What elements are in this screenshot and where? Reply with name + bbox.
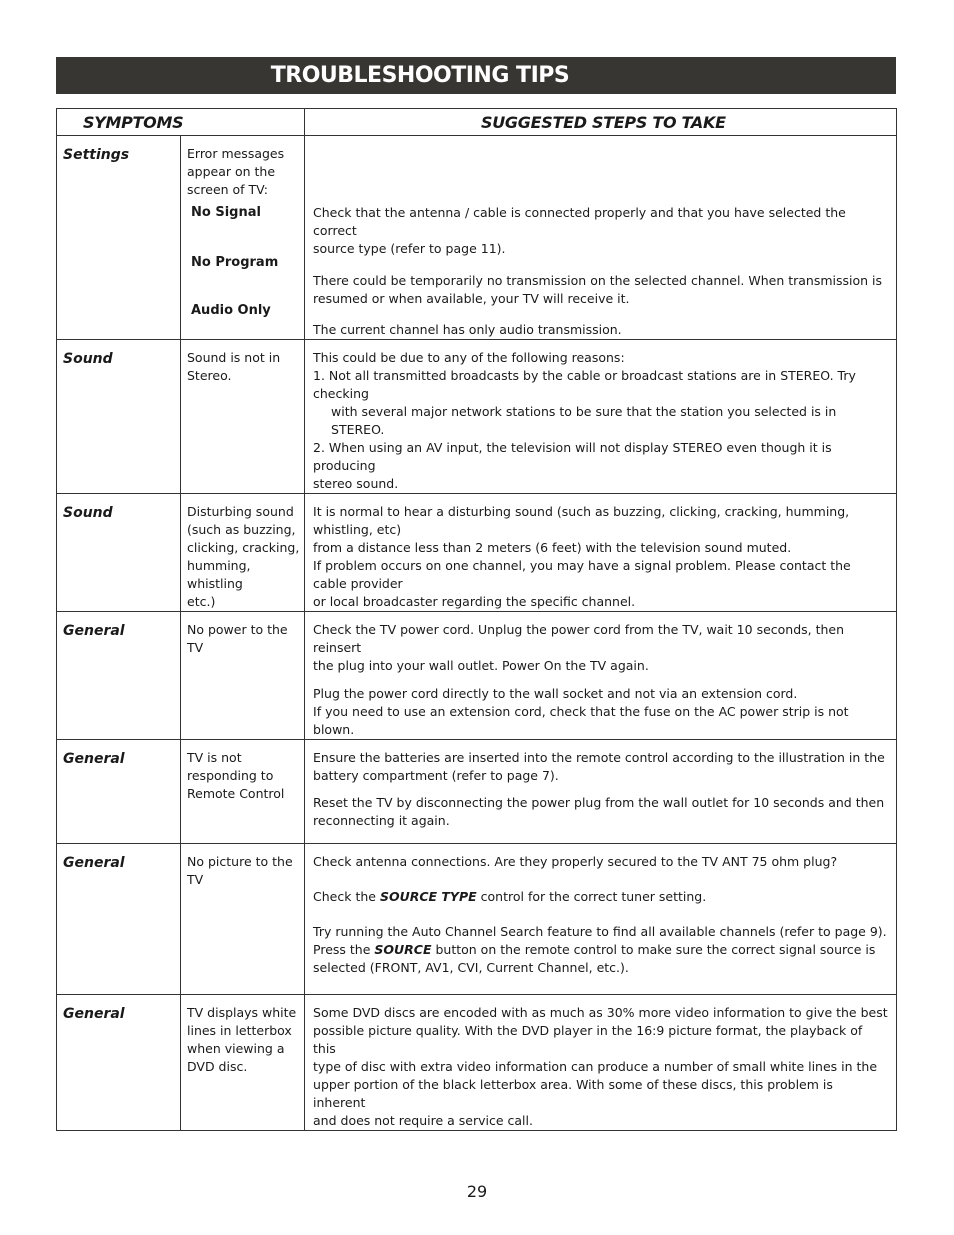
step-line: battery compartment (refer to page 7). bbox=[313, 768, 559, 783]
step-line: reconnecting it again. bbox=[313, 813, 450, 828]
symptom-line: Sound is not in bbox=[187, 350, 281, 365]
troubleshooting-table bbox=[56, 108, 897, 1131]
symptom-line: TV is not bbox=[187, 750, 242, 765]
step-line: Reset the TV by disconnecting the power plug from the wall outlet for 10 seconds and then bbox=[313, 795, 885, 810]
steps-cell bbox=[305, 844, 897, 995]
step-line: Check that the antenna / cable is connected properly and that you have selected the correct bbox=[313, 205, 846, 238]
source-type-label: SOURCE TYPE bbox=[379, 889, 477, 904]
steps-header: SUGGESTED STEPS TO TAKE bbox=[305, 109, 897, 136]
table-row bbox=[57, 844, 897, 995]
symptom-line: when viewing a bbox=[187, 1041, 285, 1056]
symptom-line: No picture to the bbox=[187, 854, 293, 869]
step-line: 2. When using an AV input, the television will not display STEREO even though it is producing bbox=[313, 440, 832, 473]
table-row bbox=[57, 740, 897, 844]
symptom-line: TV bbox=[187, 640, 204, 655]
table-row bbox=[57, 494, 897, 612]
step-line bbox=[313, 941, 888, 959]
symptom-cell bbox=[181, 340, 305, 494]
step-line: If problem occurs on one channel, you may have a signal problem. Please contact the cable provider bbox=[313, 558, 851, 591]
step-line: or local broadcaster regarding the specific channel. bbox=[313, 594, 636, 609]
steps-cell bbox=[305, 995, 897, 1131]
step-text: control for the correct tuner setting. bbox=[476, 889, 707, 904]
step-line: source type (refer to page 11). bbox=[313, 241, 506, 256]
symptom-line: (such as buzzing, bbox=[187, 522, 296, 537]
table-row bbox=[57, 995, 897, 1131]
category-cell: Sound bbox=[57, 340, 181, 494]
category-cell: General bbox=[57, 612, 181, 740]
symptom-line: TV displays white bbox=[187, 1005, 297, 1020]
step-line bbox=[313, 888, 888, 906]
step-line: Try running the Auto Channel Search feature to find all available channels (refer to page 9). bbox=[313, 924, 887, 939]
step-line: Check the TV power cord. Unplug the power cord from the TV, wait 10 seconds, then reinsert bbox=[313, 622, 845, 655]
sub-label-no-program: No Program bbox=[191, 255, 279, 270]
symptom-line: Error messages bbox=[187, 146, 285, 161]
category-cell: Settings bbox=[57, 136, 181, 340]
symptom-line: DVD disc. bbox=[187, 1059, 248, 1074]
symptom-line: appear on the bbox=[187, 164, 276, 179]
symptom-line: responding to bbox=[187, 768, 274, 783]
source-label: SOURCE bbox=[374, 942, 432, 957]
step-line: stereo sound. bbox=[313, 476, 399, 491]
category-cell: Sound bbox=[57, 494, 181, 612]
symptom-cell bbox=[181, 995, 305, 1131]
steps-cell bbox=[305, 612, 897, 740]
table-row bbox=[57, 612, 897, 740]
symptom-cell bbox=[181, 136, 305, 340]
table-row bbox=[57, 136, 897, 340]
step-line: selected (FRONT, AV1, CVI, Current Channel, etc.). bbox=[313, 960, 629, 975]
symptom-cell bbox=[181, 844, 305, 995]
step-text: Press the bbox=[313, 942, 375, 957]
symptom-line: Stereo. bbox=[187, 368, 232, 383]
page-title: TROUBLESHOOTING TIPS bbox=[270, 63, 570, 88]
step-line: from a distance less than 2 meters (6 feet) with the television sound muted. bbox=[313, 540, 792, 555]
step-line: resumed or when available, your TV will receive it. bbox=[313, 291, 630, 306]
symptom-cell bbox=[181, 612, 305, 740]
step-line: Check antenna connections. Are they properly secured to the TV ANT 75 ohm plug? bbox=[313, 854, 838, 869]
page-title-bar bbox=[56, 57, 896, 94]
step-text: Check the bbox=[313, 889, 380, 904]
symptom-cell bbox=[181, 740, 305, 844]
category-cell: General bbox=[57, 740, 181, 844]
step-line: 1. Not all transmitted broadcasts by the cable or broadcast stations are in STEREO. Try checking bbox=[313, 368, 856, 401]
steps-cell bbox=[305, 340, 897, 494]
symptom-line: No power to the bbox=[187, 622, 288, 637]
symptom-line: screen of TV: bbox=[187, 182, 268, 197]
step-line: Plug the power cord directly to the wall socket and not via an extension cord. bbox=[313, 686, 798, 701]
steps-cell bbox=[305, 136, 897, 340]
step-text: button on the remote control to make sure the correct signal source is bbox=[431, 942, 876, 957]
symptom-line: TV bbox=[187, 872, 204, 887]
category-cell: General bbox=[57, 844, 181, 995]
step-line: the plug into your wall outlet. Power On the TV again. bbox=[313, 658, 649, 673]
symptom-line: etc.) bbox=[187, 594, 216, 609]
symptom-cell bbox=[181, 494, 305, 612]
symptoms-header: SYMPTOMS bbox=[57, 109, 305, 136]
step-line: and does not require a service call. bbox=[313, 1113, 533, 1128]
steps-cell bbox=[305, 740, 897, 844]
sub-label-no-signal: No Signal bbox=[191, 205, 261, 220]
symptom-line: humming, whistling bbox=[187, 558, 251, 591]
table-row bbox=[57, 340, 897, 494]
category-cell: General bbox=[57, 995, 181, 1131]
steps-cell bbox=[305, 494, 897, 612]
step-line: Some DVD discs are encoded with as much as 30% more video information to give the best bbox=[313, 1005, 888, 1020]
symptom-line: Disturbing sound bbox=[187, 504, 294, 519]
step-line: If you need to use an extension cord, check that the fuse on the AC power strip is not blown. bbox=[313, 704, 849, 737]
symptom-line: Remote Control bbox=[187, 786, 285, 801]
sub-label-audio-only: Audio Only bbox=[191, 303, 271, 318]
step-line: upper portion of the black letterbox area. With some of these discs, this problem is inherent bbox=[313, 1077, 833, 1110]
step-line: type of disc with extra video information can produce a number of small white lines in the bbox=[313, 1059, 878, 1074]
step-line: possible picture quality. With the DVD player in the 16:9 picture format, the playback of this bbox=[313, 1023, 863, 1056]
step-line: This could be due to any of the following reasons: bbox=[313, 350, 625, 365]
symptom-line: lines in letterbox bbox=[187, 1023, 292, 1038]
table-header-row bbox=[57, 109, 897, 136]
symptom-line: clicking, cracking, bbox=[187, 540, 300, 555]
step-line: It is normal to hear a disturbing sound (such as buzzing, clicking, cracking, humming, whistling, etc) bbox=[313, 504, 850, 537]
step-line: The current channel has only audio transmission. bbox=[313, 322, 622, 337]
page-number: 29 bbox=[466, 1182, 488, 1201]
step-line: Ensure the batteries are inserted into the remote control according to the illustration in the bbox=[313, 750, 885, 765]
step-line: There could be temporarily no transmission on the selected channel. When transmission is bbox=[313, 273, 883, 288]
step-line: with several major network stations to be sure that the station you selected is in STEREO. bbox=[331, 404, 837, 437]
